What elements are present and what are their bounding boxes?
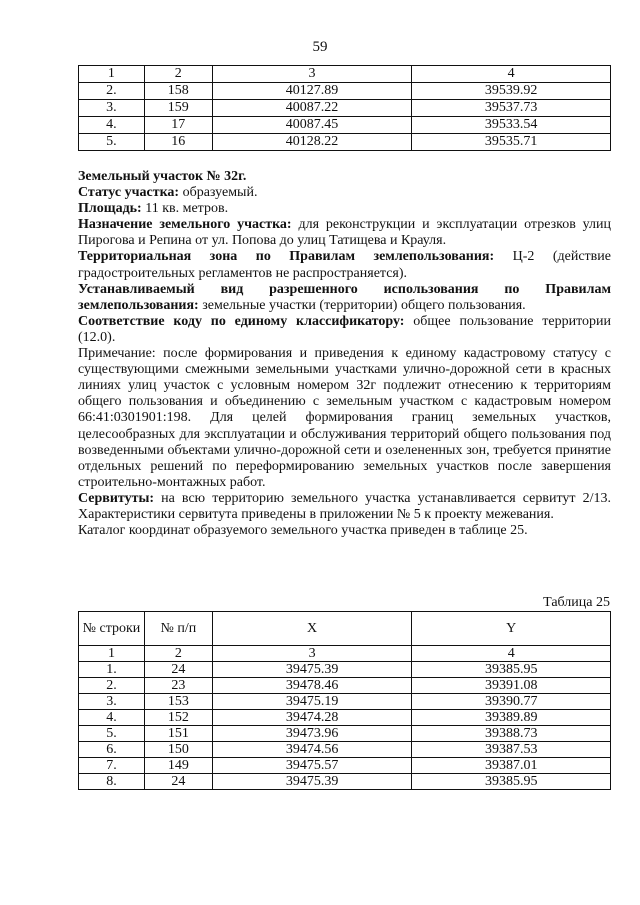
table-cell: 23 bbox=[144, 678, 212, 694]
header-x: X bbox=[212, 612, 412, 646]
table-cell: 159 bbox=[144, 100, 212, 117]
table-row bbox=[79, 774, 611, 790]
table-cell: 24 bbox=[144, 662, 212, 678]
table-cell: 158 bbox=[144, 83, 212, 100]
table-cell: 39388.73 bbox=[412, 726, 611, 742]
table-cell: 17 bbox=[144, 117, 212, 134]
table-cell: 39478.46 bbox=[212, 678, 412, 694]
table-cell: 1. bbox=[79, 662, 145, 678]
table-cell: 6. bbox=[79, 742, 145, 758]
table-cell: 149 bbox=[144, 758, 212, 774]
table-cell: 39385.95 bbox=[412, 662, 611, 678]
table-cell: 2. bbox=[79, 83, 145, 100]
classifier-value: общее пользование территории (12.0). bbox=[78, 313, 611, 345]
zone-line bbox=[78, 249, 611, 281]
column-index-cell: 3 bbox=[212, 646, 412, 662]
column-index-cell: 1 bbox=[79, 646, 145, 662]
purpose-label: Назначение земельного участка: bbox=[78, 217, 292, 233]
status-value: образуемый. bbox=[179, 185, 258, 201]
table-row bbox=[79, 710, 611, 726]
zone-value: Ц-2 (действие градостроительных регламентов не распространяется). bbox=[78, 249, 611, 281]
table-cell: 4. bbox=[79, 117, 145, 134]
header-point-number: № п/п bbox=[144, 612, 212, 646]
table-cell: 151 bbox=[144, 726, 212, 742]
table-cell: 39387.01 bbox=[412, 758, 611, 774]
table-cell: 39474.28 bbox=[212, 710, 412, 726]
table-caption: Таблица 25 bbox=[543, 595, 610, 610]
table-row bbox=[79, 694, 611, 710]
table-cell: 39474.56 bbox=[212, 742, 412, 758]
purpose-value: для реконструкции и эксплуатации отрезков улиц Пирогова и Репина от ул. Попова до улиц Татищева и Крауля. bbox=[78, 217, 612, 249]
table-row bbox=[79, 742, 611, 758]
header-y: Y bbox=[412, 612, 611, 646]
permitted-use-label: Устанавливаемый вид разрешенного использования по Правилам землепользования: bbox=[78, 281, 611, 313]
table-cell: 4. bbox=[79, 710, 145, 726]
zone-label: Территориальная зона по Правилам землепользования: bbox=[78, 249, 495, 265]
table-cell: 39475.39 bbox=[212, 774, 412, 790]
table-row bbox=[79, 726, 611, 742]
table-cell: 39539.92 bbox=[412, 83, 611, 100]
table-row bbox=[79, 117, 611, 134]
area-label: Площадь: bbox=[78, 201, 142, 217]
table-row bbox=[79, 100, 611, 117]
permitted-use-value: земельные участки (территории) общего пользования. bbox=[198, 297, 526, 313]
table-cell: 153 bbox=[144, 694, 212, 710]
table-cell: 39475.19 bbox=[212, 694, 412, 710]
table-cell: 40128.22 bbox=[212, 134, 412, 151]
status-line bbox=[78, 185, 611, 201]
classifier-label: Соответствие коду по единому классификатору: bbox=[78, 313, 405, 329]
status-label: Статус участка: bbox=[78, 185, 180, 201]
servitude-value: на всю территорию земельного участка устанавливается сервитут 2/13. Характеристики сервитута приведены в приложении № 5 к проекту межевания. bbox=[78, 490, 611, 522]
table-cell: 150 bbox=[144, 742, 212, 758]
column-index-cell: 2 bbox=[144, 646, 212, 662]
classifier-line bbox=[78, 314, 611, 346]
servitude-line bbox=[78, 491, 611, 523]
table-cell: 40087.22 bbox=[212, 100, 412, 117]
column-index-cell: 2 bbox=[144, 66, 212, 83]
coordinates-table-continuation bbox=[78, 65, 611, 151]
section-title: Земельный участок № 32г. bbox=[78, 169, 247, 184]
land-plot-section bbox=[78, 169, 611, 539]
table-cell: 3. bbox=[79, 694, 145, 710]
table-cell: 5. bbox=[79, 134, 145, 151]
table-cell: 39389.89 bbox=[412, 710, 611, 726]
table-row bbox=[79, 758, 611, 774]
coordinates-table-25 bbox=[78, 611, 611, 790]
table-row bbox=[79, 83, 611, 100]
table-cell: 39390.77 bbox=[412, 694, 611, 710]
servitude-label: Сервитуты: bbox=[78, 490, 155, 506]
table-cell: 39387.53 bbox=[412, 742, 611, 758]
column-index-row bbox=[79, 646, 611, 662]
table-cell: 39475.57 bbox=[212, 758, 412, 774]
area-line bbox=[78, 201, 611, 217]
table-cell: 2. bbox=[79, 678, 145, 694]
table-cell: 39535.71 bbox=[412, 134, 611, 151]
column-index-cell: 1 bbox=[79, 66, 145, 83]
table-cell: 152 bbox=[144, 710, 212, 726]
table-cell: 7. bbox=[79, 758, 145, 774]
table-cell: 5. bbox=[79, 726, 145, 742]
header-row-number: № строки bbox=[79, 612, 145, 646]
table-row bbox=[79, 134, 611, 151]
table-cell: 39533.54 bbox=[412, 117, 611, 134]
table-cell: 39391.08 bbox=[412, 678, 611, 694]
permitted-use-line bbox=[78, 282, 611, 314]
table-cell: 40087.45 bbox=[212, 117, 412, 134]
column-index-cell: 3 bbox=[212, 66, 412, 83]
table-cell: 39475.39 bbox=[212, 662, 412, 678]
table-cell: 8. bbox=[79, 774, 145, 790]
table-cell: 39537.73 bbox=[412, 100, 611, 117]
purpose-line bbox=[78, 217, 611, 249]
table-cell: 40127.89 bbox=[212, 83, 412, 100]
catalog-reference: Каталог координат образуемого земельного участка приведен в таблице 25. bbox=[78, 523, 528, 539]
note-paragraph: Примечание: после формирования и приведения к единому кадастровому статусу с существующими смежными земельными участками улично-дорожной сети в красных линиях улиц участок с условным номером 32г подлежит отнесению к территориям общего пользования и объединению с земельным участком с кадастровым номером 66:41:0301901:198. Для целей формирования границ земельных участков, целесообразных для эксплуатации и обслуживания территорий общего пользования под возведенными объектами улично-дорожной сети и озелененных зон, требуется принятие отдельных решений по переформированию земельных участков после завершения строительно-монтажных работ. bbox=[78, 346, 611, 490]
table-header-row bbox=[79, 66, 611, 83]
table-cell: 3. bbox=[79, 100, 145, 117]
table-cell: 39473.96 bbox=[212, 726, 412, 742]
table-cell: 24 bbox=[144, 774, 212, 790]
page-number: 59 bbox=[312, 39, 328, 55]
column-index-cell: 4 bbox=[412, 646, 611, 662]
table-row bbox=[79, 678, 611, 694]
table-header-row bbox=[79, 612, 611, 646]
table-row bbox=[79, 662, 611, 678]
table-cell: 39385.95 bbox=[412, 774, 611, 790]
column-index-cell: 4 bbox=[412, 66, 611, 83]
area-value: 11 кв. метров. bbox=[141, 201, 229, 217]
table-cell: 16 bbox=[144, 134, 212, 151]
